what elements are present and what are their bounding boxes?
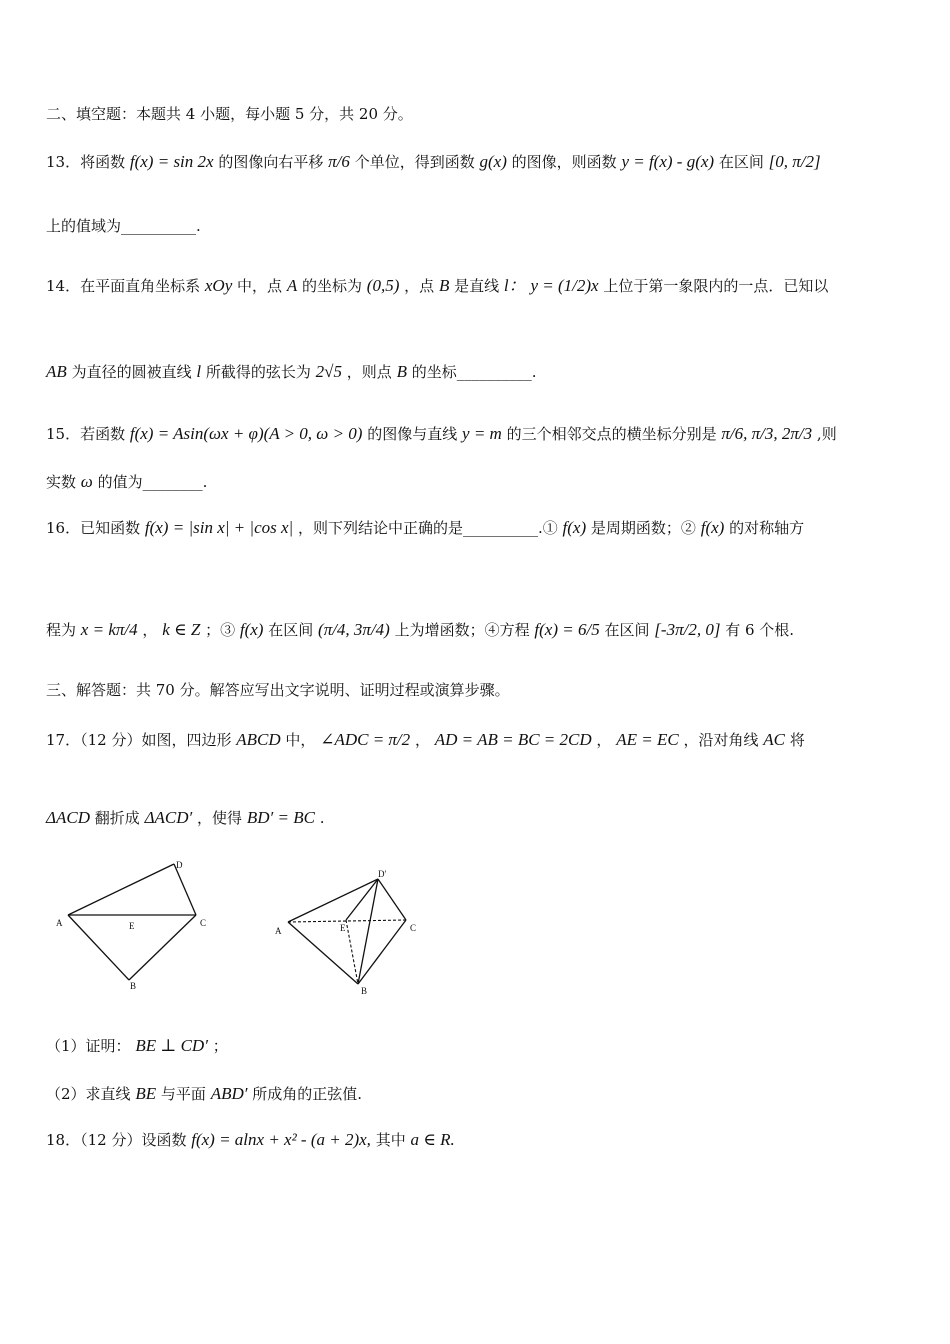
- q17-tri2: ΔACD′: [144, 808, 193, 827]
- q17-p2-plane: ABD′: [210, 1084, 248, 1103]
- q17-text-g: 翻折成: [94, 809, 140, 827]
- q13-text-d: 的图像，则函数: [511, 153, 617, 171]
- q17-part-2: [46, 1084, 362, 1104]
- q17-p2-text-c: 所成角的正弦值.: [252, 1085, 363, 1103]
- question-15: [46, 424, 837, 444]
- q14-text-h: 所截得的弦长为: [205, 363, 311, 381]
- q17-p2-text-a: （2）求直线: [46, 1085, 131, 1103]
- q14-point-b: B: [438, 276, 450, 295]
- q17-text-e: ，沿对角线: [683, 731, 759, 749]
- label-a: A: [275, 926, 282, 936]
- question-16: [46, 518, 804, 538]
- q16-eq: f(x) = 6/5: [534, 620, 600, 639]
- q16-text-d: 的对称轴方: [729, 519, 805, 537]
- q17-text-a: 17．（12 分）如图，四边形: [46, 731, 232, 749]
- label-d: D: [176, 860, 183, 870]
- figure-quadrilateral: [50, 856, 220, 996]
- q18-formula: f(x) = alnx + x² - (a + 2)x,: [191, 1130, 371, 1149]
- edge-d-prime-e: [346, 879, 378, 920]
- q16-text-a: 16．已知函数: [46, 519, 141, 537]
- q16-text-f2: ，: [142, 621, 158, 639]
- q14-coord: (0,5): [366, 276, 400, 295]
- question-17-cont: [46, 808, 324, 828]
- q14-text-j: 的坐标__________.: [411, 363, 537, 381]
- q17-p2-be: BE: [135, 1084, 157, 1103]
- q13-text-c: 个单位，得到函数: [354, 153, 475, 171]
- edge-ad-prime: [288, 879, 378, 922]
- q17-ac: AC: [763, 730, 785, 749]
- q15-ym: y = m: [462, 424, 502, 443]
- q13-text-e: 在区间: [718, 153, 764, 171]
- q17-abcd: ABCD: [236, 730, 281, 749]
- q17-part-1: [46, 1036, 228, 1056]
- q18-text-a: 18．（12 分）设函数: [46, 1131, 187, 1149]
- q16-text-b: ，则下列结论中正确的是__________.①: [297, 519, 558, 537]
- q13-continuation: 上的值域为__________.: [46, 217, 201, 235]
- edge-ac-hidden: [288, 920, 406, 922]
- question-15-cont: [46, 472, 207, 492]
- q14-xoy: xOy: [204, 276, 233, 295]
- q17-eq2: AE = EC: [616, 730, 679, 749]
- label-b: B: [130, 981, 137, 991]
- q15-text-d: ,则: [816, 425, 837, 443]
- q16-fx3: f(x): [239, 620, 264, 639]
- question-14: [46, 276, 828, 296]
- q13-formula-f: f(x) = sin 2x: [129, 152, 214, 171]
- question-13: [46, 152, 821, 172]
- edge-bc: [129, 915, 196, 980]
- q16-text-c: 是周期函数；②: [590, 519, 696, 537]
- q15-cont-a: 实数: [46, 473, 77, 491]
- q17-p1-text-b: ；: [212, 1037, 228, 1055]
- q16-text-j: 在区间: [604, 621, 650, 639]
- q14-chord: 2√5: [315, 362, 343, 381]
- q15-text-b: 的图像与直线: [367, 425, 458, 443]
- q17-text-h: ，使得: [197, 809, 243, 827]
- q18-condition: a ∈ R.: [410, 1130, 455, 1149]
- q14-text-f: 上位于第一象限内的一点．已知以: [603, 277, 829, 295]
- q13-interval: [0, π/2]: [768, 152, 821, 171]
- edge-ad: [68, 864, 174, 915]
- edge-dc: [174, 864, 196, 915]
- q16-int1: (π/4, 3π/4): [318, 620, 390, 639]
- q15-formula: f(x) = Asin(ωx + φ)(A > 0, ω > 0): [129, 424, 363, 443]
- q15-values: π/6, π/3, 2π/3: [721, 424, 813, 443]
- label-e: E: [129, 921, 135, 931]
- section-3-heading: 三、解答题：共 70 分。解答应写出文字说明、证明过程或演算步骤。: [46, 681, 510, 699]
- q14-point-a: A: [286, 276, 298, 295]
- q17-angle: ∠ADC = π/2: [320, 730, 411, 749]
- edge-ab: [288, 922, 358, 984]
- q17-text-f: 将: [789, 731, 805, 749]
- question-16-cont: [46, 620, 794, 640]
- question-17: [46, 730, 805, 750]
- q13-formula-g: g(x): [479, 152, 507, 171]
- edge-bc: [358, 920, 406, 984]
- figure-tetrahedron: [270, 864, 430, 1000]
- section-2-heading: 二、填空题：本题共 4 小题，每小题 5 分，共 20 分。: [46, 105, 413, 123]
- edge-ab: [68, 915, 129, 980]
- q15-text-a: 15．若函数: [46, 425, 126, 443]
- label-b: B: [361, 986, 368, 996]
- q16-formula: f(x) = |sin x| + |cos x|: [144, 518, 294, 537]
- q14-text-a: 14．在平面直角坐标系: [46, 277, 201, 295]
- q14-text-d: ，点: [404, 277, 435, 295]
- q16-int2: [-3π/2, 0]: [654, 620, 721, 639]
- q13-text-a: 13．将函数: [46, 153, 126, 171]
- q15-text-c: 的三个相邻交点的横坐标分别是: [506, 425, 717, 443]
- q14-text-e: 是直线: [454, 277, 500, 295]
- q16-text-h: 在区间: [268, 621, 314, 639]
- q14-text-i: ，则点: [346, 363, 392, 381]
- q17-text-b: 中，: [285, 731, 316, 749]
- q16-text-e: 程为: [46, 621, 77, 639]
- q17-text-d: ，: [596, 731, 612, 749]
- q15-cont-b: 的值为________.: [97, 473, 208, 491]
- edge-bd-prime: [358, 879, 378, 984]
- q16-fx1: f(x): [562, 518, 587, 537]
- q14-ab: AB: [46, 362, 67, 381]
- q17-p2-text-b: 与平面: [160, 1085, 206, 1103]
- q14-text-c: 的坐标为: [302, 277, 363, 295]
- label-a: A: [56, 918, 63, 928]
- question-18: [46, 1130, 455, 1150]
- q17-text-i: .: [319, 809, 325, 827]
- label-c: C: [200, 918, 207, 928]
- label-c: C: [410, 923, 417, 933]
- q13-formula-y: y = f(x) - g(x): [621, 152, 715, 171]
- q17-eq3: BD′ = BC: [246, 808, 315, 827]
- q15-omega: ω: [80, 472, 93, 491]
- question-14-cont: [46, 362, 537, 382]
- q14-line-name: l：: [503, 276, 526, 295]
- edge-d-prime-c: [378, 879, 406, 920]
- q14-point-b2: B: [396, 362, 407, 381]
- q16-text-k: 有 6 个根.: [725, 621, 795, 639]
- q14-line-l: l: [196, 362, 202, 381]
- q16-kz: k ∈ Z: [162, 620, 201, 639]
- q13-text-b: 的图像向右平移: [218, 153, 324, 171]
- q17-p1-text-a: （1）证明：: [46, 1037, 131, 1055]
- q16-fx2: f(x): [700, 518, 725, 537]
- q16-axis: x = kπ/4: [80, 620, 138, 639]
- q14-line-eq: y = (1/2)x: [530, 276, 599, 295]
- q13-shift: π/6: [328, 152, 350, 171]
- q17-text-c: ，: [414, 731, 430, 749]
- q17-eq1: AD = AB = BC = 2CD: [434, 730, 592, 749]
- q16-text-g: ；③: [205, 621, 236, 639]
- q18-text-b: 其中: [375, 1131, 406, 1149]
- label-e: E: [340, 923, 346, 933]
- q17-tri1: ΔACD: [46, 808, 90, 827]
- q16-text-i: 上为增函数；④方程: [394, 621, 530, 639]
- label-d-prime: D′: [378, 869, 387, 879]
- q14-text-g: 为直径的圆被直线: [71, 363, 192, 381]
- q14-text-b: 中，点: [237, 277, 283, 295]
- q17-p1-formula: BE ⊥ CD′: [135, 1036, 208, 1055]
